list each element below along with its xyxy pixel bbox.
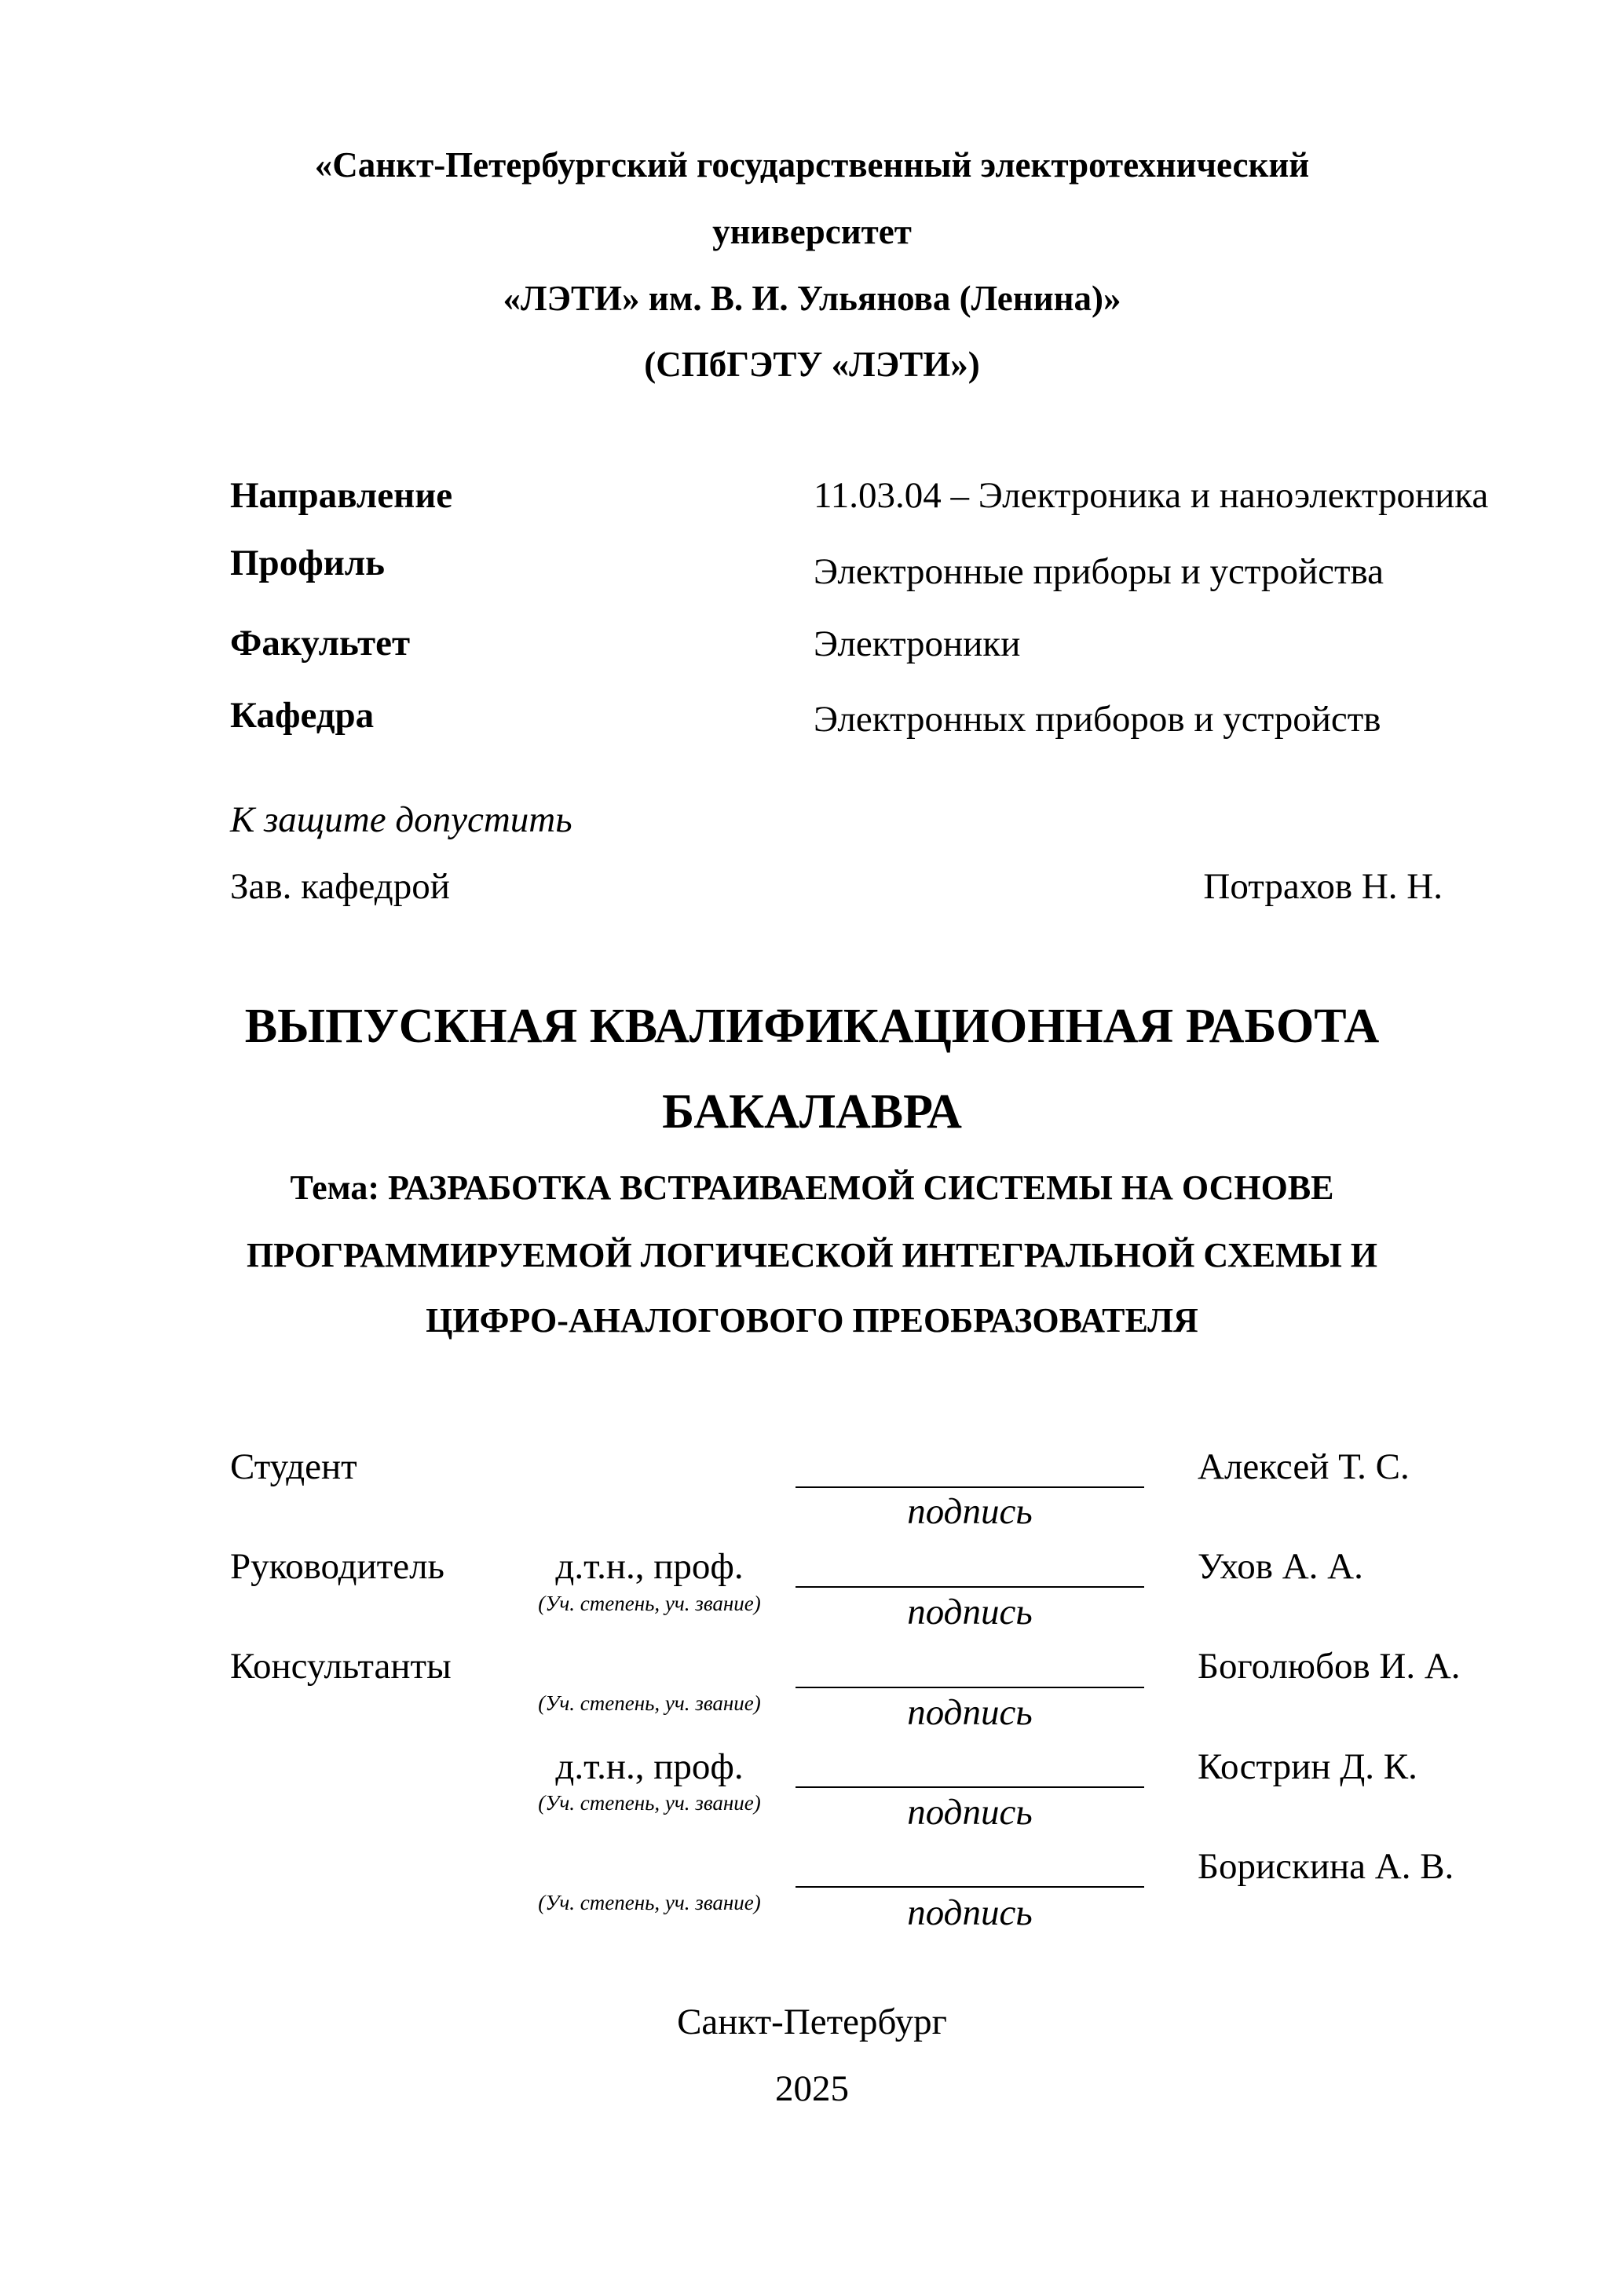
head-of-department-label: Зав. кафедрой (230, 866, 450, 907)
direction-label: Направление (230, 475, 453, 516)
signature-caption: подпись (907, 1892, 1033, 1933)
consultant-1-name: Боголюбов И. А. (1198, 1646, 1461, 1687)
signature-line (796, 1786, 1144, 1788)
supervisor-role: Руководитель (230, 1546, 444, 1587)
signature-caption: подпись (907, 1692, 1033, 1733)
signature-caption: подпись (907, 1792, 1033, 1833)
degree-caption: (Уч. степень, уч. звание) (538, 1791, 761, 1815)
profile-label: Профиль (230, 543, 386, 583)
admit-to-defense: К защите допустить (230, 799, 572, 840)
department-label: Кафедра (230, 695, 375, 736)
department-value: Электронных приборов и устройств (814, 699, 1381, 740)
profile-value: Электронные приборы и устройства (814, 551, 1384, 592)
signature-line (796, 1886, 1144, 1888)
university-name-line-1: «Санкт-Петербургский государственный электротехнический (314, 145, 1310, 185)
topic-line-1: Тема: РАЗРАБОТКА ВСТРАИВАЕМОЙ СИСТЕМЫ НА ОСНОВЕ (290, 1168, 1334, 1207)
signature-line (796, 1586, 1144, 1588)
signature-line (796, 1687, 1144, 1688)
faculty-label: Факультет (230, 623, 411, 664)
university-abbreviation: (СПбГЭТУ «ЛЭТИ») (644, 345, 980, 384)
direction-value: 11.03.04 – Электроника и наноэлектроника (814, 475, 1489, 516)
consultants-role: Консультанты (230, 1646, 452, 1687)
year: 2025 (775, 2068, 849, 2109)
university-name-line-2: университет (712, 212, 912, 251)
degree-caption: (Уч. степень, уч. звание) (538, 1691, 761, 1715)
supervisor-name: Ухов А. А. (1198, 1546, 1363, 1587)
topic-line-2: ПРОГРАММИРУЕМОЙ ЛОГИЧЕСКОЙ ИНТЕГРАЛЬНОЙ СХЕМЫ И (246, 1236, 1378, 1274)
work-title-line-1: ВЫПУСКНАЯ КВАЛИФИКАЦИОННАЯ РАБОТА (244, 1000, 1380, 1053)
consultant-3-name: Борискина А. В. (1198, 1846, 1454, 1887)
student-role: Студент (230, 1446, 357, 1487)
faculty-value: Электроники (814, 623, 1021, 664)
work-title-line-2: БАКАЛАВРА (662, 1085, 962, 1139)
consultant-2-name: Кострин Д. К. (1198, 1746, 1417, 1787)
supervisor-degree: д.т.н., проф. (555, 1546, 744, 1587)
head-of-department-name: Потрахов Н. Н. (1203, 866, 1443, 907)
degree-caption: (Уч. степень, уч. звание) (538, 1891, 761, 1914)
topic-line-3: ЦИФРО-АНАЛОГОВОГО ПРЕОБРАЗОВАТЕЛЯ (426, 1301, 1198, 1340)
university-name-line-3: «ЛЭТИ» им. В. И. Ульянова (Ленина)» (503, 279, 1121, 318)
signature-caption: подпись (907, 1592, 1033, 1632)
consultant-2-degree: д.т.н., проф. (555, 1746, 744, 1787)
city: Санкт-Петербург (677, 2002, 947, 2042)
degree-caption: (Уч. степень, уч. звание) (538, 1592, 761, 1615)
student-name: Алексей Т. С. (1198, 1446, 1410, 1487)
signature-caption: подпись (907, 1491, 1033, 1532)
signature-line (796, 1486, 1144, 1488)
